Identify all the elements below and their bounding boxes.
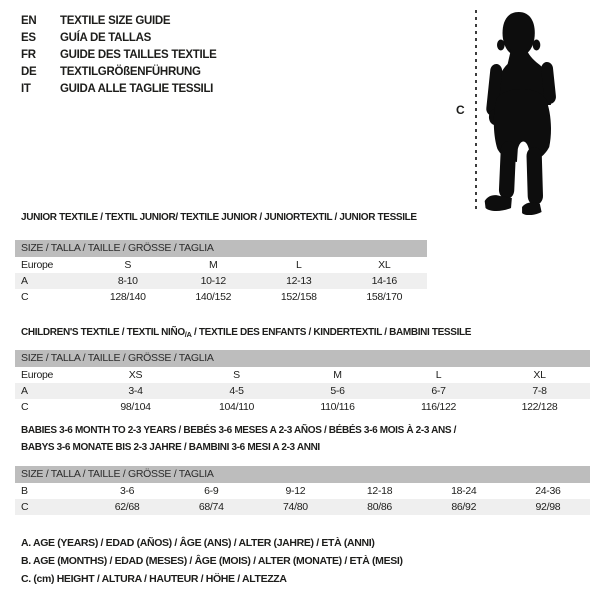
age-cell: 9-12 (285, 485, 306, 497)
height-cell: 98/104 (120, 401, 151, 413)
junior-table-title: JUNIOR TEXTILE / TEXTIL JUNIOR/ TEXTILE JUNIOR / JUNIORTEXTIL / JUNIOR TESSILE (21, 212, 417, 223)
footnote-b: B. AGE (MONTHS) / EDAD (MESES) / ÂGE (MOIS) / ALTER (MONATE) / ETÀ (MESI) (21, 555, 403, 567)
height-measure-label: C (456, 103, 465, 117)
size-cell: M (209, 259, 218, 271)
size-cell: M (333, 369, 342, 381)
footnote-legend (21, 534, 403, 588)
language-code: DE (21, 65, 37, 78)
table-row-height (15, 399, 590, 415)
row-label: Europe (21, 259, 54, 271)
age-cell: 6-7 (431, 385, 446, 397)
size-cell: L (435, 369, 442, 381)
age-cell: 10-12 (200, 275, 226, 287)
language-title: GUIDA ALLE TAGLIE TESSILI (60, 82, 214, 95)
age-cell: 6-9 (204, 485, 219, 497)
size-header-bar: SIZE / TALLA / TAILLE / GRÖSSE / TAGLIA (15, 240, 427, 257)
age-cell: 14-16 (371, 275, 397, 287)
height-cell: 74/80 (283, 501, 308, 513)
height-cell: 80/86 (367, 501, 392, 513)
height-cell: 140/152 (195, 291, 232, 303)
height-cell: 104/110 (218, 401, 255, 413)
table-row-age (15, 383, 590, 399)
age-cell: 24-36 (535, 485, 561, 497)
size-cell: S (124, 259, 132, 271)
row-label: A (21, 275, 28, 287)
language-code: EN (21, 14, 37, 27)
size-cell: XL (378, 259, 391, 271)
height-cell: 158/170 (366, 291, 403, 303)
junior-size-table (15, 240, 427, 305)
language-title: TEXTILGRÖßENFÜHRUNG (60, 65, 201, 78)
children-size-table (15, 350, 590, 415)
children-title-pre: CHILDREN'S TEXTILE / TEXTIL NIÑO (21, 327, 185, 338)
footnote-c: C. (cm) HEIGHT / ALTURA / HAUTEUR / HÖHE / ALTEZZA (21, 573, 287, 585)
age-cell: 18-24 (451, 485, 477, 497)
height-cell: 128/140 (109, 291, 146, 303)
height-cell: 152/158 (280, 291, 317, 303)
children-title-subscript: /A (184, 330, 192, 339)
age-cell: 4-5 (229, 385, 244, 397)
table-row-age (15, 273, 427, 289)
babies-title-line2: BABYS 3-6 MONATE BIS 2-3 JAHRE / BAMBINI 3-6 MESI A 2-3 ANNI (21, 441, 320, 453)
size-cell: S (233, 369, 240, 381)
table-row-age-months (15, 483, 590, 499)
language-title: GUIDE DES TAILLES TEXTILE (60, 48, 217, 61)
baby-silhouette-icon (483, 7, 573, 215)
babies-size-table (15, 466, 590, 515)
table-row-height (15, 499, 590, 515)
height-cell: 116/122 (420, 401, 457, 413)
babies-title-line1: BABIES 3-6 MONTH TO 2-3 YEARS / BEBÉS 3-6 MESES A 2-3 AÑOS / BÉBÉS 3-6 MOIS À 2-3 ANS / (21, 425, 457, 436)
language-title: GUÍA DE TALLAS (60, 31, 151, 44)
table-row-height (15, 289, 427, 305)
size-cell: L (295, 259, 302, 271)
row-label: Europe (21, 369, 54, 381)
language-row-fr (21, 46, 217, 63)
language-title: TEXTILE SIZE GUIDE (60, 14, 171, 27)
language-code: IT (21, 82, 31, 95)
age-cell: 8-10 (117, 275, 138, 287)
row-label: C (21, 501, 29, 513)
row-label: A (21, 385, 28, 397)
height-cell: 62/68 (114, 501, 140, 513)
age-cell: 7-8 (532, 385, 547, 397)
age-cell: 3-6 (119, 485, 135, 497)
height-cell: 122/128 (521, 401, 558, 413)
height-cell: 110/116 (320, 401, 355, 413)
size-header-bar: SIZE / TALLA / TAILLE / GRÖSSE / TAGLIA (15, 350, 590, 367)
babies-table-title (21, 423, 456, 456)
table-row-europe (15, 367, 590, 383)
row-label: B (21, 485, 28, 497)
size-cell: XL (533, 369, 546, 381)
language-row-en (21, 12, 217, 29)
size-header-bar: SIZE / TALLA / TAILLE / GRÖSSE / TAGLIA (15, 466, 590, 483)
height-cell: 86/92 (451, 501, 477, 513)
row-label: C (21, 291, 29, 303)
language-title-list (21, 12, 217, 97)
language-code: FR (21, 48, 36, 61)
age-cell: 3-4 (128, 385, 143, 397)
size-cell: XS (128, 369, 143, 381)
table-row-europe (15, 257, 427, 273)
footnote-a: A. AGE (YEARS) / EDAD (AÑOS) / ÂGE (ANS) / ALTER (JAHRE) / ETÀ (ANNI) (21, 537, 375, 549)
age-cell: 12-18 (366, 485, 393, 497)
children-title-post: / TEXTILE DES ENFANTS / KINDERTEXTIL / BAMBINI TESSILE (191, 327, 472, 338)
age-cell: 5-6 (330, 385, 345, 397)
language-row-it (21, 80, 217, 97)
height-measure-dashed-line (475, 10, 477, 210)
age-cell: 12-13 (286, 275, 312, 287)
language-row-de (21, 63, 217, 80)
language-code: ES (21, 31, 36, 44)
row-label: C (21, 401, 29, 413)
height-cell: 68/74 (198, 501, 224, 513)
height-cell: 92/98 (535, 501, 561, 513)
language-row-es (21, 29, 217, 46)
children-table-title (21, 327, 471, 339)
